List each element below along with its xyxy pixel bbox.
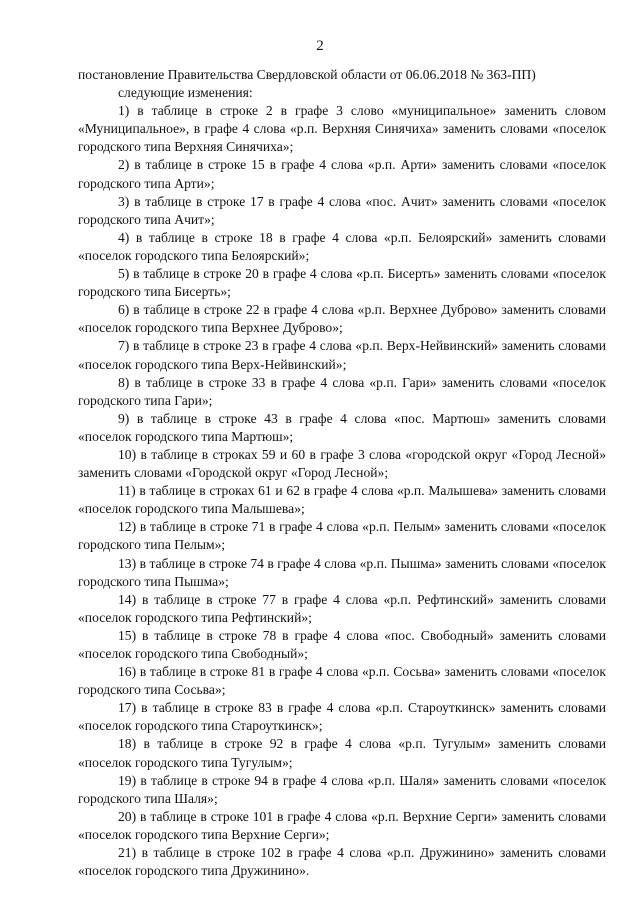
amendment-item: 7) в таблице в строке 23 в графе 4 слова «р.п. Верх-Нейвинский» заменить словами «поселок городского типа Верх-Нейвинский»; [78, 338, 606, 372]
amendment-item: 9) в таблице в строке 43 в графе 4 слова «пос. Мартюш» заменить словами «поселок городского типа Мартюш»; [78, 410, 606, 444]
amendment-item: 6) в таблице в строке 22 в графе 4 слова «р.п. Верхнее Дуброво» заменить словами «поселок городского типа Верхнее Дуброво»; [78, 302, 606, 336]
amendment-item: 12) в таблице в строке 71 в графе 4 слова «р.п. Пелым» заменить словами «поселок городского типа Пелым»; [78, 519, 606, 553]
intro-line-2: следующие изменения: [118, 85, 253, 101]
amendments-list [78, 102, 606, 880]
amendment-item: 16) в таблице в строке 81 в графе 4 слова «р.п. Сосьва» заменить словами «поселок городского типа Сосьва»; [78, 664, 606, 698]
amendment-item: 11) в таблице в строках 61 и 62 в графе 4 слова «р.п. Малышева» заменить словами «поселок городского типа Малышева»; [78, 483, 606, 517]
amendment-item: 3) в таблице в строке 17 в графе 4 слова «пос. Ачит» заменить словами «поселок городского типа Ачит»; [78, 193, 606, 227]
amendment-item: 14) в таблице в строке 77 в графе 4 слова «р.п. Рефтинский» заменить словами «поселок городского типа Рефтинский»; [78, 591, 606, 625]
amendment-item: 19) в таблице в строке 94 в графе 4 слова «р.п. Шаля» заменить словами «поселок городского типа Шаля»; [78, 772, 606, 806]
amendment-item: 21) в таблице в строке 102 в графе 4 слова «р.п. Дружинино» заменить словами «поселок городского типа Дружинино». [78, 845, 606, 879]
amendment-item: 10) в таблице в строках 59 и 60 в графе 3 слова «городской округ «Город Лесной» заменить словами «Городской округ «Город Лесной»; [78, 446, 606, 481]
amendment-item: 2) в таблице в строке 15 в графе 4 слова «р.п. Арти» заменить словами «поселок городского типа Арти»; [78, 157, 606, 191]
document-body [78, 66, 606, 880]
amendment-item: 15) в таблице в строке 78 в графе 4 слова «пос. Свободный» заменить словами «поселок городского типа Свободный»; [78, 627, 606, 661]
amendment-item: 13) в таблице в строке 74 в графе 4 слова «р.п. Пышма» заменить словами «поселок городского типа Пышма»; [78, 555, 606, 589]
page-number: 2 [316, 38, 324, 54]
intro-line-1: постановление Правительства Свердловской области от 06.06.2018 № 363-ПП) [78, 67, 536, 82]
amendment-item: 20) в таблице в строке 101 в графе 4 слова «р.п. Верхние Серги» заменить словами «поселок городского типа Верхние Серги»; [78, 808, 606, 842]
amendment-item: 18) в таблице в строке 92 в графе 4 слова «р.п. Тугулым» заменить словами «поселок городского типа Тугулым»; [78, 736, 606, 770]
amendment-item: 1) в таблице в строке 2 в графе 3 слово «муниципальное» заменить словом «Муниципальное», в графе 4 слова «р.п. Верхняя Синячиха» заменить словами «поселок городского типа Верхняя Синячиха»; [78, 103, 606, 155]
amendment-item: 17) в таблице в строке 83 в графе 4 слова «р.п. Староуткинск» заменить словами «поселок городского типа Староуткинск»; [78, 700, 606, 734]
amendment-item: 4) в таблице в строке 18 в графе 4 слова «р.п. Белоярский» заменить словами «поселок городского типа Белоярский»; [78, 229, 606, 263]
amendment-item: 5) в таблице в строке 20 в графе 4 слова «р.п. Бисерть» заменить словами «поселок городского типа Бисерть»; [78, 266, 606, 300]
amendment-item: 8) в таблице в строке 33 в графе 4 слова «р.п. Гари» заменить словами «поселок городского типа Гари»; [78, 374, 606, 408]
